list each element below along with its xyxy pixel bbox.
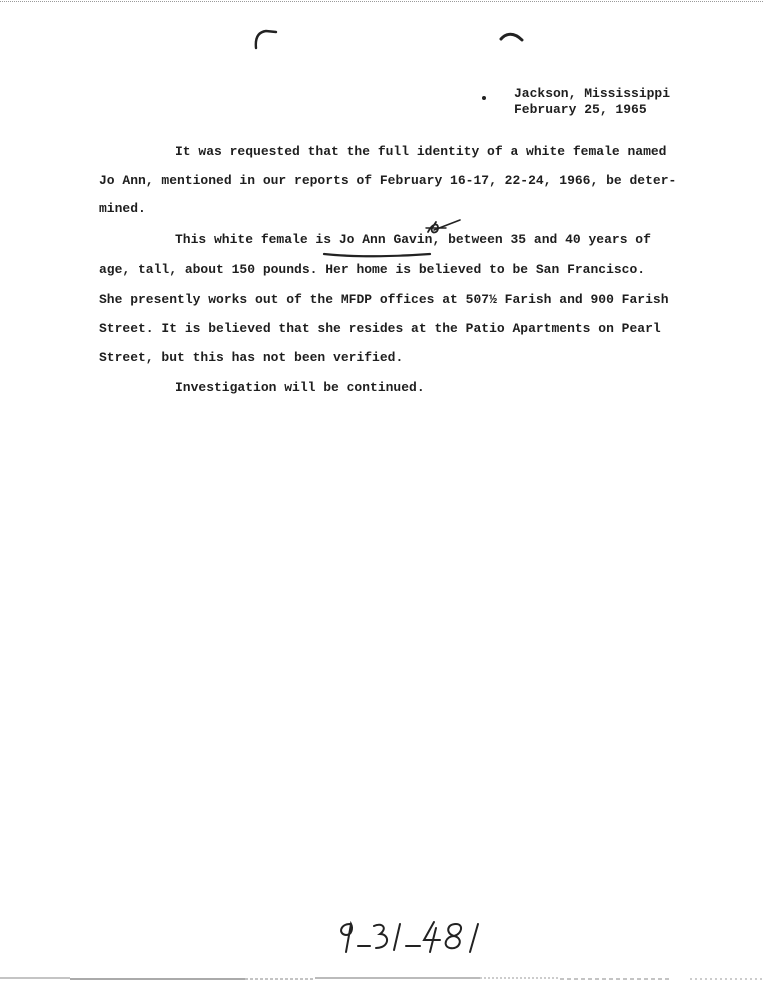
paragraph-2-line-1: [175, 232, 651, 248]
scan-edge-top: [0, 1, 763, 2]
scan-edge-bottom: [0, 975, 763, 985]
dateline-date: February 25, 1965: [514, 102, 647, 117]
stray-dot-mark: [482, 96, 486, 100]
paragraph-2-lead: This white female is: [175, 232, 332, 247]
paragraph-2-tail: between 35 and 40 years of: [448, 232, 651, 247]
subject-name: Jo Ann Gavin,: [338, 232, 441, 247]
dateline: [514, 86, 670, 118]
dateline-location: Jackson, Mississippi: [514, 86, 671, 101]
hole-punch-mark-icon: [252, 26, 280, 50]
handwritten-underline: [322, 250, 434, 260]
paragraph-2-line-2: age, tall, about 150 pounds. Her home is believed to be San Francisco.: [99, 262, 646, 277]
paragraph-1-line-2: Jo Ann, mentioned in our reports of February 16-17, 22-24, 1966, be deter-: [99, 173, 677, 188]
paragraph-2-line-3: She presently works out of the MFDP offices at 507½ Farish and 900 Farish: [99, 292, 669, 307]
paragraph-2-line-4: Street. It is believed that she resides at the Patio Apartments on Pearl: [99, 321, 661, 336]
paragraph-1-line-3: mined.: [99, 201, 146, 216]
paragraph-3-line-1: Investigation will be continued.: [175, 380, 425, 395]
paragraph-1-line-1: It was requested that the full identity of a white female named: [175, 144, 667, 159]
handwritten-file-number: [336, 918, 496, 958]
paragraph-2-line-5: Street, but this has not been verified.: [99, 350, 404, 365]
handwritten-initial-icon: [424, 216, 464, 238]
hole-punch-mark-icon: [498, 30, 526, 46]
